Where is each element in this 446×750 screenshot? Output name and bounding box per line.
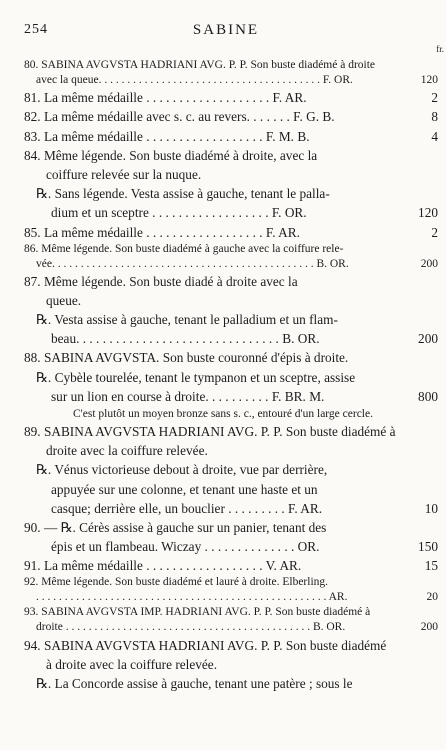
price-value: 8 [402, 108, 438, 126]
price-value: 150 [402, 538, 438, 556]
line-text: 88. SABINA AVGVSTA. Son buste couronné d'épis à droite. [24, 350, 349, 366]
line-text: vée. . . . . . . . . . . . . . . . . . . . . . . . . . . . . . . . . . . . . . . . . . . . . . B. OR. [36, 257, 349, 270]
price-value: 2 [402, 89, 438, 107]
line-text: queue. [46, 292, 82, 308]
line-text: . . . . . . . . . . . . . . . . . . . . . . . . . . . . . . . . . . . . . . . . . . . . . . . . . . . AR. [36, 591, 348, 604]
line-text: ℞. La Concorde assise à gauche, tenant une patère ; sous le [36, 675, 353, 691]
catalogue-line [0, 423, 446, 441]
line-text: 92. Même légende. Son buste diadémé et lauré à droite. Elberling. [24, 576, 329, 589]
line-text: épis et un flambeau. Wiczay . . . . . . . . . . . . . . OR. [51, 539, 320, 555]
catalogue-line [0, 481, 446, 499]
catalogue-line [0, 575, 446, 590]
price-value: 2 [402, 224, 438, 242]
running-header [24, 22, 428, 38]
catalogue-line [0, 292, 446, 310]
catalogue-line [0, 166, 446, 184]
price-value: 4 [402, 128, 438, 146]
line-text: ℞. Vesta assise à gauche, tenant le palladium et un flam- [36, 312, 338, 328]
line-text: 85. La même médaille . . . . . . . . . . . . . . . . . . F. AR. [24, 224, 300, 240]
line-text: avec la queue. . . . . . . . . . . . . . . . . . . . . . . . . . . . . . . . . . . . . . . F. OR. [36, 74, 353, 86]
catalogue-line [0, 224, 446, 242]
catalogue-line [0, 369, 446, 387]
line-text: 94. SABINA AVGVSTA HADRIANI AVG. P. P. Son buste diadémé [24, 637, 387, 653]
catalogue-line [0, 406, 446, 422]
line-text: 93. SABINA AVGVSTA IMP. HADRIANI AVG. P. P. Son buste diadémé à [24, 606, 371, 619]
catalogue-line [0, 185, 446, 203]
line-text: 82. La même médaille avec s. c. au revers. . . . . . . F. G. B. [24, 109, 335, 125]
price-value: 200 [402, 257, 438, 272]
page-number: 254 [24, 22, 48, 37]
price-value: 800 [402, 388, 438, 406]
line-text: casque; derrière elle, un bouclier . . . . . . . . . F. AR. [51, 500, 323, 516]
catalogue-line [0, 557, 446, 575]
line-text: beau. . . . . . . . . . . . . . . . . . . . . . . . . . . . . . . B. OR. [51, 331, 320, 347]
catalogue-line [0, 89, 446, 107]
price-value: 120 [402, 73, 438, 88]
line-text: 90. — ℞. Cérès assise à gauche sur un panier, tenant des [24, 519, 327, 535]
catalogue-line [0, 637, 446, 655]
currency-label: fr. [436, 44, 444, 54]
line-text: 80. SABINA AVGVSTA HADRIANI AVG. P. P. Son buste diadémé à droite [24, 59, 376, 71]
catalogue-line [0, 73, 446, 88]
line-text: ℞. Vénus victorieuse debout à droite, vue par derrière, [36, 462, 328, 478]
catalogue-line [0, 461, 446, 479]
catalogue-line [0, 590, 446, 605]
catalogue-line [0, 257, 446, 272]
price-value: 200 [402, 330, 438, 348]
catalogue-line [0, 330, 446, 348]
catalogue-line [0, 273, 446, 291]
line-text: appuyée sur une colonne, et tenant une haste et un [51, 481, 318, 497]
catalogue-line [0, 349, 446, 367]
line-text: 86. Même légende. Son buste diadémé à gauche avec la coiffure rele- [24, 242, 344, 255]
catalogue-line [0, 656, 446, 674]
line-text: ℞. Sans légende. Vesta assise à gauche, tenant le palla- [36, 186, 330, 202]
line-text: 83. La même médaille . . . . . . . . . . . . . . . . . . F. M. B. [24, 128, 310, 144]
line-text: à droite avec la coiffure relevée. [46, 656, 218, 672]
line-text: ℞. Cybèle tourelée, tenant le tympanon et un sceptre, assise [36, 369, 356, 385]
price-value: 120 [402, 204, 438, 222]
price-value: 200 [402, 620, 438, 635]
catalogue-line [0, 538, 446, 556]
catalogue-line [0, 388, 446, 406]
price-value: 15 [402, 557, 438, 575]
line-text: 81. La même médaille . . . . . . . . . . . . . . . . . . . F. AR. [24, 90, 307, 106]
line-text: 89. SABINA AVGVSTA HADRIANI AVG. P. P. Son buste diadémé à [24, 424, 396, 439]
catalogue-line [0, 204, 446, 222]
catalogue-entries [0, 58, 446, 693]
line-text: droite . . . . . . . . . . . . . . . . . . . . . . . . . . . . . . . . . . . . . . . . . . . B. OR. [36, 621, 346, 634]
catalogue-line [0, 108, 446, 126]
line-text: 84. Même légende. Son buste diadémé à droite, avec la [24, 147, 318, 163]
price-value: 20 [402, 590, 438, 605]
price-value: 10 [402, 500, 438, 518]
line-text: droite avec la coiffure relevée. [46, 443, 208, 459]
line-text: 87. Même légende. Son buste diadé à droite avec la [24, 273, 298, 289]
catalogue-line [0, 500, 446, 518]
catalogue-line [0, 620, 446, 635]
catalogue-line [0, 675, 446, 693]
catalogue-line [0, 519, 446, 537]
line-text: dium et un sceptre . . . . . . . . . . . . . . . . . . F. OR. [51, 205, 307, 221]
line-text: C'est plutôt un moyen bronze sans s. c., entouré d'un large cercle. [73, 407, 373, 420]
catalogue-line [0, 242, 446, 257]
catalogue-line [0, 58, 446, 73]
catalogue-line [0, 147, 446, 165]
catalogue-line [0, 442, 446, 460]
line-text: coiffure relevée sur la nuque. [46, 166, 202, 182]
line-text: sur un lion en course à droite. . . . . . . . . . F. BR. M. [51, 388, 325, 404]
catalogue-line [0, 128, 446, 146]
line-text: 91. La même médaille . . . . . . . . . . . . . . . . . . V. AR. [24, 558, 302, 574]
running-title: SABINE [192, 22, 260, 38]
catalogue-line [0, 605, 446, 620]
catalogue-line [0, 311, 446, 329]
